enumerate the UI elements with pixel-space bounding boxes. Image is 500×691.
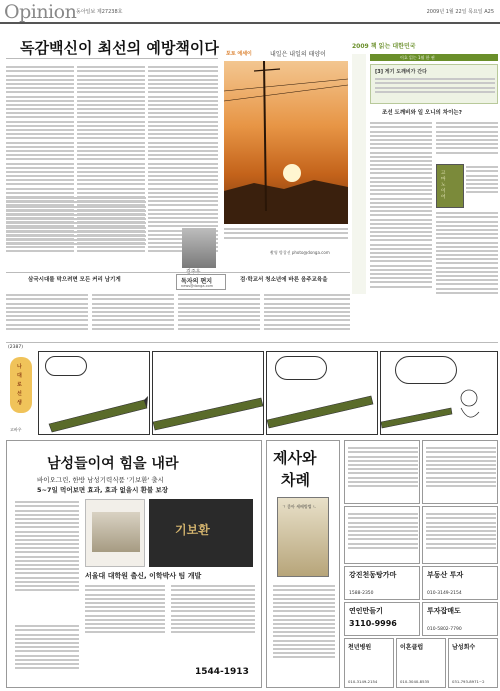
- classified-block: [344, 440, 420, 504]
- ad-bottom-line: 서울대 대학원 출신, 이학박사 팀 개발: [85, 572, 202, 580]
- cartoon-number: (2387): [8, 345, 23, 350]
- divider: [6, 272, 350, 273]
- ad-health-sub2: 5~7일 먹어보면 효과, 효과 없을시 환불 보장: [37, 486, 169, 494]
- classified-phone: 010-3040-8535: [400, 679, 430, 684]
- reader-letter-email: news@donga.com: [181, 284, 214, 288]
- ad-body: [15, 623, 79, 681]
- ad-booklet-text: ㄱ 좋아 세배방법 ㄴ: [282, 504, 317, 509]
- reader-letter-box: [176, 274, 226, 290]
- photo-essay-title: 내일은 내일의 태양이: [270, 51, 326, 58]
- classified-block: [422, 506, 498, 564]
- classified-phone: 010-3149-2154: [427, 591, 462, 596]
- classified-phone: 031-793-8971~2: [452, 679, 485, 684]
- ad-body: [15, 499, 79, 619]
- divider: [6, 342, 498, 343]
- classified-title: 천년병원: [348, 644, 372, 651]
- ad-ritual-line2: 차례: [281, 471, 310, 489]
- book-label: 2009 책 읽는 대한민국: [352, 43, 416, 50]
- book-sub: 이호 읽는 1월 한 권: [400, 55, 435, 60]
- paper-meta: 동아일보 제27238호: [76, 9, 123, 15]
- book-section: [352, 38, 498, 300]
- classified-block: [422, 440, 498, 504]
- classified-title: 이혼클럽: [400, 644, 424, 651]
- book-margin: [352, 54, 366, 294]
- photo-essay-image: [224, 61, 348, 224]
- mid-body: [264, 292, 350, 340]
- reader-letter-label: 독자의 편지: [181, 278, 213, 285]
- cartoon-panel-4: [380, 351, 498, 435]
- date-page: 2009년 1월 22일 목요일 A25: [426, 9, 494, 15]
- photo-essay-caption: [224, 226, 348, 248]
- cartoon-panel-2: [152, 351, 264, 435]
- photo-essay-label: 포토 에세이: [226, 51, 252, 57]
- mid-body: [6, 292, 88, 340]
- speech-bubble: [275, 356, 327, 380]
- pencil-drawing: [39, 352, 149, 434]
- book-cover-title: 고 마 노 이 어: [441, 171, 446, 200]
- editorial-body-2: [6, 195, 146, 265]
- classified-item: [422, 566, 498, 600]
- classified-title: 강진천동탕가마: [349, 571, 397, 579]
- classified-phone: 010-5802-7790: [427, 627, 462, 632]
- book-question: 조선 도깨비와 일 오니의 차이는?: [382, 110, 462, 116]
- ad-health: [6, 440, 262, 688]
- classified-title: 부동산 투자: [427, 571, 464, 579]
- ad-health-sub: 바이오그린, 한방 남성기력식품 '기보환' 출시: [37, 476, 164, 484]
- ad-phone: 1544-1913: [195, 667, 249, 677]
- cartoon-signature: 고바우: [10, 427, 22, 432]
- book-body: [436, 120, 498, 160]
- classified-item: [422, 602, 498, 636]
- cartoon-title: 나대로 선생: [17, 364, 22, 406]
- ad-body: [273, 583, 335, 683]
- classifieds: [344, 440, 498, 688]
- mid-body: [178, 292, 260, 340]
- cartoon-strip: [6, 351, 498, 437]
- section-title: Opinion: [4, 1, 77, 23]
- classified-phone: 1588-2350: [349, 591, 374, 596]
- classified-title: 연인만들기: [349, 607, 383, 615]
- ad-ritual: [266, 440, 340, 688]
- classified-item: [396, 638, 446, 688]
- classified-item: [344, 566, 420, 600]
- book-cover: [436, 164, 464, 208]
- cartoon-panel-3: [266, 351, 378, 435]
- cartoon-title-bubble: [10, 357, 32, 413]
- classified-title: 투자잡매도: [427, 607, 461, 615]
- classified-block: [344, 506, 420, 564]
- cartoon-panel-1: [38, 351, 150, 435]
- mid-headline-2: 검·학교서 청소년에 바른 음주교육을: [240, 277, 328, 283]
- pencil-drawing: [153, 352, 263, 434]
- book-title: [3] 게기 도깨비가 간다: [375, 69, 427, 75]
- mid-headline-1: 삼국시대를 막으려면 모든 커리 남기게: [28, 277, 121, 283]
- sunset-photo: [224, 61, 348, 224]
- ad-product-box: [85, 499, 145, 567]
- speech-bubble: [395, 356, 457, 384]
- classified-item: [344, 638, 394, 688]
- divider: [6, 58, 218, 59]
- photo-credit: 촬영 방창선 photo@donga.com: [270, 250, 330, 255]
- editorial-headline: 독감백신이 최선의 예방책이다: [20, 39, 219, 57]
- mid-body: [92, 292, 174, 340]
- classified-phone: 010-3149-2154: [348, 679, 378, 684]
- ad-product-big: [149, 499, 253, 567]
- ad-body: [171, 583, 255, 647]
- book-body: [370, 120, 432, 300]
- page-header: [0, 0, 500, 24]
- photo-essay-header: [224, 49, 348, 59]
- columnist-photo: [182, 228, 216, 268]
- classified-phone: 3110-9996: [349, 619, 397, 628]
- book-title-box: [370, 64, 498, 104]
- book-banner: [352, 40, 498, 52]
- ad-ritual-booklet: [277, 497, 329, 577]
- ad-product-title: 기보환: [175, 523, 210, 537]
- classified-item: [344, 602, 420, 636]
- ad-ritual-line1: 제사와: [273, 449, 317, 467]
- ad-body: [85, 583, 165, 647]
- classified-item: [448, 638, 498, 688]
- classified-title: 남성회수: [452, 644, 476, 651]
- ad-health-headline: 남성들이여 힘을 내라: [47, 456, 179, 472]
- book-sub-bar: [370, 54, 498, 61]
